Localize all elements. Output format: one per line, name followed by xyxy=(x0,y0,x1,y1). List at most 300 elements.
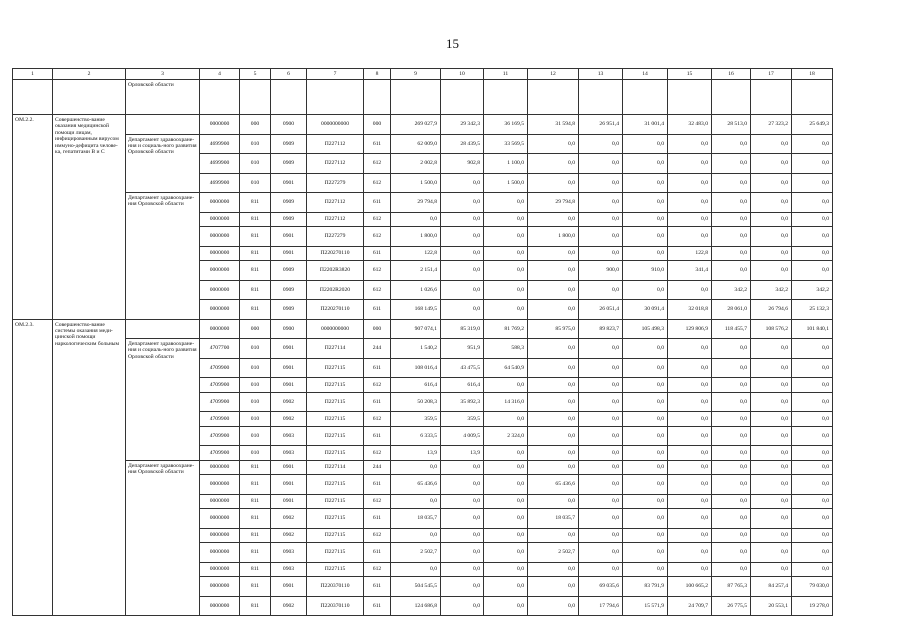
amount-cell: 0,0 xyxy=(668,446,712,461)
amount-cell: 0,0 xyxy=(792,543,833,563)
amount-cell: 0,0 xyxy=(792,475,833,495)
amount-cell: 17 794,6 xyxy=(579,596,623,616)
amount-cell: 0,0 xyxy=(484,543,528,563)
amount-cell: 0,0 xyxy=(712,173,751,193)
code-cell: 0000000 xyxy=(200,193,240,213)
amount-cell: 0,0 xyxy=(528,562,579,577)
amount-cell: 0,0 xyxy=(712,392,751,412)
amount-cell: 902,8 xyxy=(441,154,484,174)
empty-cell xyxy=(364,80,391,115)
amount-cell: 26 051,4 xyxy=(579,300,623,320)
amount-cell: 62 009,0 xyxy=(391,134,441,154)
code-cell: 0000000 xyxy=(200,212,240,227)
code-cell: 0902 xyxy=(271,412,307,427)
amount-cell: 0,0 xyxy=(712,543,751,563)
amount-cell: 0,0 xyxy=(623,212,668,227)
amount-cell: 0,0 xyxy=(528,378,579,393)
amount-cell: 0,0 xyxy=(712,358,751,378)
amount-cell: 0,0 xyxy=(528,339,579,359)
empty-cell xyxy=(307,80,364,115)
header-cell: 8 xyxy=(364,69,391,80)
amount-cell: 0,0 xyxy=(579,212,623,227)
header-cell: 9 xyxy=(391,69,441,80)
amount-cell: 0,0 xyxy=(712,378,751,393)
amount-cell: 0,0 xyxy=(528,446,579,461)
amount-cell: 0,0 xyxy=(528,528,579,543)
amount-cell: 0,0 xyxy=(579,246,623,261)
amount-cell: 13,9 xyxy=(391,446,441,461)
code-cell: 0000000 xyxy=(200,494,240,509)
amount-cell: 0,0 xyxy=(792,494,833,509)
amount-cell: 0,0 xyxy=(391,528,441,543)
amount-cell: 0,0 xyxy=(484,300,528,320)
amount-cell: 0,0 xyxy=(792,460,833,475)
budget-table xyxy=(12,68,833,616)
header-cell: 7 xyxy=(307,69,364,80)
amount-cell: 0,0 xyxy=(528,280,579,300)
empty-cell xyxy=(53,80,126,115)
code-cell: 010 xyxy=(240,134,271,154)
amount-cell: 0,0 xyxy=(751,212,792,227)
code-cell: 0901 xyxy=(271,378,307,393)
amount-cell: 0,0 xyxy=(668,475,712,495)
code-cell: 612 xyxy=(364,446,391,461)
code-cell: 612 xyxy=(364,173,391,193)
header-row xyxy=(13,69,833,80)
amount-cell: 0,0 xyxy=(441,543,484,563)
amount-cell: 28 513,0 xyxy=(712,115,751,135)
code-cell: 612 xyxy=(364,494,391,509)
code-cell: 0000000000 xyxy=(307,319,364,339)
amount-cell: 6 333,5 xyxy=(391,426,441,446)
amount-cell: 0,0 xyxy=(623,528,668,543)
code-cell: 244 xyxy=(364,460,391,475)
measure-name: Совершенство-вание системы оказания меди-цинской помощи наркологическим больным xyxy=(53,319,126,616)
code-cell: 0909 xyxy=(271,212,307,227)
amount-cell: 0,0 xyxy=(484,212,528,227)
amount-cell: 81 769,2 xyxy=(484,319,528,339)
code-cell: 0000000 xyxy=(200,528,240,543)
code-cell: П220270110 xyxy=(307,246,364,261)
code-cell: 0909 xyxy=(271,280,307,300)
amount-cell: 0,0 xyxy=(668,543,712,563)
code-cell: 010 xyxy=(240,426,271,446)
amount-cell: 0,0 xyxy=(441,300,484,320)
code-cell: 010 xyxy=(240,392,271,412)
amount-cell: 118 455,7 xyxy=(712,319,751,339)
code-cell: 0901 xyxy=(271,494,307,509)
code-cell: 0000000 xyxy=(200,577,240,597)
amount-cell: 19 278,0 xyxy=(792,596,833,616)
code-cell: 4699900 xyxy=(200,134,240,154)
amount-cell: 0,0 xyxy=(792,246,833,261)
code-cell: 244 xyxy=(364,339,391,359)
code-cell: 0000000 xyxy=(200,246,240,261)
amount-cell: 0,0 xyxy=(528,596,579,616)
amount-cell: 0,0 xyxy=(792,426,833,446)
amount-cell: 0,0 xyxy=(623,134,668,154)
code-cell: 0902 xyxy=(271,392,307,412)
amount-cell: 0,0 xyxy=(391,212,441,227)
empty-cell xyxy=(391,80,441,115)
code-cell: П2202R3820 xyxy=(307,261,364,281)
amount-cell: 0,0 xyxy=(623,339,668,359)
code-cell: 611 xyxy=(364,509,391,529)
amount-cell: 0,0 xyxy=(579,412,623,427)
code-cell: П227112 xyxy=(307,193,364,213)
header-cell: 10 xyxy=(441,69,484,80)
amount-cell: 0,0 xyxy=(441,227,484,247)
amount-cell: 0,0 xyxy=(579,339,623,359)
continuation-row xyxy=(13,80,833,115)
amount-cell: 0,0 xyxy=(751,246,792,261)
code-cell: 4709900 xyxy=(200,358,240,378)
header-cell: 15 xyxy=(668,69,712,80)
code-cell: 0000000 xyxy=(200,543,240,563)
amount-cell: 0,0 xyxy=(579,543,623,563)
amount-cell: 0,0 xyxy=(751,134,792,154)
code-cell: 010 xyxy=(240,339,271,359)
code-cell: 0000000 xyxy=(200,261,240,281)
amount-cell: 0,0 xyxy=(528,261,579,281)
amount-cell: 0,0 xyxy=(623,562,668,577)
amount-cell: 83 791,9 xyxy=(623,577,668,597)
empty-cell xyxy=(792,80,833,115)
amount-cell: 0,0 xyxy=(579,509,623,529)
code-cell: П220370110 xyxy=(307,596,364,616)
amount-cell: 1 540,2 xyxy=(391,339,441,359)
amount-cell: 0,0 xyxy=(751,261,792,281)
amount-cell: 0,0 xyxy=(528,494,579,509)
amount-cell: 0,0 xyxy=(441,460,484,475)
code-cell: П227114 xyxy=(307,460,364,475)
amount-cell: 15 571,9 xyxy=(623,596,668,616)
code-cell: 4709900 xyxy=(200,412,240,427)
amount-cell: 2 502,7 xyxy=(528,543,579,563)
code-cell: 010 xyxy=(240,378,271,393)
amount-cell: 89 823,7 xyxy=(579,319,623,339)
code-cell: 010 xyxy=(240,154,271,174)
code-cell: 0901 xyxy=(271,577,307,597)
header-cell: 13 xyxy=(579,69,623,80)
code-cell: 4699900 xyxy=(200,173,240,193)
code-cell: 0000000 xyxy=(200,319,240,339)
amount-cell: 105 498,3 xyxy=(623,319,668,339)
amount-cell: 0,0 xyxy=(792,154,833,174)
amount-cell: 0,0 xyxy=(579,378,623,393)
code-cell: 811 xyxy=(240,543,271,563)
code-cell: 0903 xyxy=(271,562,307,577)
amount-cell: 29 794,8 xyxy=(391,193,441,213)
header-cell: 5 xyxy=(240,69,271,80)
header-cell: 1 xyxy=(13,69,53,80)
amount-cell: 0,0 xyxy=(528,134,579,154)
code-cell: 612 xyxy=(364,412,391,427)
amount-cell: 43 475,5 xyxy=(441,358,484,378)
code-cell: 811 xyxy=(240,528,271,543)
code-cell: 010 xyxy=(240,358,271,378)
code-cell: 000 xyxy=(364,115,391,135)
code-cell: 0900 xyxy=(271,115,307,135)
amount-cell: 69 035,6 xyxy=(579,577,623,597)
code-cell: П220370110 xyxy=(307,577,364,597)
code-cell: 0903 xyxy=(271,446,307,461)
code-cell: 4709900 xyxy=(200,446,240,461)
table-row xyxy=(13,339,833,359)
amount-cell: 65 436,6 xyxy=(391,475,441,495)
amount-cell: 0,0 xyxy=(751,562,792,577)
amount-cell: 0,0 xyxy=(751,154,792,174)
amount-cell: 79 030,0 xyxy=(792,577,833,597)
code-cell: 0902 xyxy=(271,596,307,616)
amount-cell: 0,0 xyxy=(623,358,668,378)
code-cell: П227115 xyxy=(307,543,364,563)
amount-cell: 0,0 xyxy=(792,339,833,359)
code-cell: 612 xyxy=(364,378,391,393)
amount-cell: 100 665,2 xyxy=(668,577,712,597)
code-cell: 0901 xyxy=(271,460,307,475)
amount-cell: 0,0 xyxy=(623,246,668,261)
amount-cell: 0,0 xyxy=(484,509,528,529)
amount-cell: 0,0 xyxy=(623,446,668,461)
code-cell: 0909 xyxy=(271,193,307,213)
amount-cell: 0,0 xyxy=(484,460,528,475)
amount-cell: 25 132,3 xyxy=(792,300,833,320)
code-cell: 612 xyxy=(364,562,391,577)
amount-cell: 269 027,9 xyxy=(391,115,441,135)
amount-cell: 0,0 xyxy=(751,378,792,393)
amount-cell: 0,0 xyxy=(751,426,792,446)
amount-cell: 0,0 xyxy=(623,475,668,495)
amount-cell: 0,0 xyxy=(668,193,712,213)
code-cell: 0902 xyxy=(271,509,307,529)
code-cell: 4709900 xyxy=(200,378,240,393)
amount-cell: 359,5 xyxy=(441,412,484,427)
code-cell: 612 xyxy=(364,528,391,543)
empty-cell xyxy=(240,80,271,115)
empty-cell xyxy=(200,80,240,115)
code-cell: 4699900 xyxy=(200,154,240,174)
amount-cell: 0,0 xyxy=(751,193,792,213)
amount-cell: 588,3 xyxy=(484,339,528,359)
amount-cell: 25 649,3 xyxy=(792,115,833,135)
code-cell: 0909 xyxy=(271,154,307,174)
amount-cell: 0,0 xyxy=(528,460,579,475)
code-cell: П227114 xyxy=(307,339,364,359)
header-cell: 14 xyxy=(623,69,668,80)
amount-cell: 0,0 xyxy=(579,392,623,412)
header-cell: 6 xyxy=(271,69,307,80)
header-cell: 18 xyxy=(792,69,833,80)
code-cell: П2202R2020 xyxy=(307,280,364,300)
code-cell: 611 xyxy=(364,358,391,378)
amount-cell: 0,0 xyxy=(484,261,528,281)
amount-cell: 0,0 xyxy=(792,173,833,193)
amount-cell: 0,0 xyxy=(712,494,751,509)
amount-cell: 0,0 xyxy=(441,494,484,509)
amount-cell: 0,0 xyxy=(712,339,751,359)
amount-cell: 0,0 xyxy=(668,562,712,577)
table-body xyxy=(13,69,833,616)
amount-cell: 0,0 xyxy=(579,528,623,543)
empty-cell xyxy=(441,80,484,115)
code-cell: 0000000 xyxy=(200,227,240,247)
code-cell: 612 xyxy=(364,154,391,174)
code-cell: 611 xyxy=(364,193,391,213)
code-cell: 611 xyxy=(364,246,391,261)
code-cell: 000 xyxy=(364,319,391,339)
empty-cell xyxy=(712,80,751,115)
amount-cell: 0,0 xyxy=(668,509,712,529)
amount-cell: 0,0 xyxy=(579,562,623,577)
amount-cell: 0,0 xyxy=(623,378,668,393)
amount-cell: 50 208,3 xyxy=(391,392,441,412)
amount-cell: 0,0 xyxy=(579,193,623,213)
amount-cell: 0,0 xyxy=(484,193,528,213)
amount-cell: 0,0 xyxy=(528,246,579,261)
header-cell: 12 xyxy=(528,69,579,80)
amount-cell: 900,0 xyxy=(579,261,623,281)
amount-cell: 0,0 xyxy=(484,412,528,427)
code-cell: П227115 xyxy=(307,392,364,412)
amount-cell: 0,0 xyxy=(668,528,712,543)
code-cell: П227115 xyxy=(307,446,364,461)
code-cell: 611 xyxy=(364,577,391,597)
amount-cell: 122,8 xyxy=(668,246,712,261)
measure-code: ОМ.2.3. xyxy=(13,319,53,616)
amount-cell: 0,0 xyxy=(623,173,668,193)
amount-cell: 0,0 xyxy=(623,392,668,412)
amount-cell: 0,0 xyxy=(668,358,712,378)
amount-cell: 0,0 xyxy=(441,212,484,227)
amount-cell: 0,0 xyxy=(441,475,484,495)
amount-cell: 0,0 xyxy=(751,475,792,495)
code-cell: 0903 xyxy=(271,543,307,563)
amount-cell: 0,0 xyxy=(792,509,833,529)
code-cell: П227115 xyxy=(307,378,364,393)
amount-cell: 0,0 xyxy=(441,528,484,543)
amount-cell: 0,0 xyxy=(712,261,751,281)
amount-cell: 0,0 xyxy=(579,227,623,247)
amount-cell: 0,0 xyxy=(623,193,668,213)
amount-cell: 0,0 xyxy=(623,154,668,174)
amount-cell: 0,0 xyxy=(579,280,623,300)
amount-cell: 0,0 xyxy=(751,392,792,412)
amount-cell: 31 001,4 xyxy=(623,115,668,135)
amount-cell: 0,0 xyxy=(668,339,712,359)
amount-cell: 0,0 xyxy=(528,358,579,378)
code-cell: 0901 xyxy=(271,475,307,495)
empty-cell xyxy=(271,80,307,115)
amount-cell: 0,0 xyxy=(668,154,712,174)
code-cell: П227115 xyxy=(307,426,364,446)
amount-cell: 907 074,1 xyxy=(391,319,441,339)
amount-cell: 0,0 xyxy=(441,173,484,193)
amount-cell: 0,0 xyxy=(484,446,528,461)
amount-cell: 0,0 xyxy=(623,543,668,563)
amount-cell: 24 709,7 xyxy=(668,596,712,616)
amount-cell: 0,0 xyxy=(751,460,792,475)
code-cell: 611 xyxy=(364,596,391,616)
amount-cell: 0,0 xyxy=(792,261,833,281)
empty-cell xyxy=(13,80,53,115)
amount-cell: 33 569,5 xyxy=(484,134,528,154)
amount-cell: 2 502,7 xyxy=(391,543,441,563)
amount-cell: 0,0 xyxy=(579,134,623,154)
amount-cell: 32 483,0 xyxy=(668,115,712,135)
code-cell: 611 xyxy=(364,543,391,563)
amount-cell: 0,0 xyxy=(484,596,528,616)
amount-cell: 0,0 xyxy=(623,227,668,247)
amount-cell: 29 794,8 xyxy=(528,193,579,213)
amount-cell: 0,0 xyxy=(528,577,579,597)
amount-cell: 0,0 xyxy=(528,412,579,427)
code-cell: 0901 xyxy=(271,227,307,247)
amount-cell: 1 026,6 xyxy=(391,280,441,300)
table-row xyxy=(13,193,833,213)
amount-cell: 0,0 xyxy=(579,426,623,446)
amount-cell: 14 316,0 xyxy=(484,392,528,412)
header-cell: 3 xyxy=(126,69,200,80)
amount-cell: 0,0 xyxy=(528,426,579,446)
amount-cell: 0,0 xyxy=(712,246,751,261)
amount-cell: 1 100,0 xyxy=(484,154,528,174)
amount-cell: 0,0 xyxy=(623,426,668,446)
amount-cell: 2 002,8 xyxy=(391,154,441,174)
amount-cell: 129 806,9 xyxy=(668,319,712,339)
amount-cell: 36 169,5 xyxy=(484,115,528,135)
code-cell: 0000000 xyxy=(200,596,240,616)
code-cell: 0901 xyxy=(271,339,307,359)
amount-cell: 0,0 xyxy=(579,154,623,174)
code-cell: 4709900 xyxy=(200,426,240,446)
code-cell: 811 xyxy=(240,212,271,227)
amount-cell: 18 035,7 xyxy=(528,509,579,529)
amount-cell: 0,0 xyxy=(484,246,528,261)
code-cell: 000 xyxy=(240,115,271,135)
code-cell: 611 xyxy=(364,426,391,446)
amount-cell: 0,0 xyxy=(623,460,668,475)
table-row xyxy=(13,134,833,154)
amount-cell: 0,0 xyxy=(484,577,528,597)
code-cell: П227112 xyxy=(307,134,364,154)
amount-cell: 0,0 xyxy=(712,212,751,227)
amount-cell: 20 553,1 xyxy=(751,596,792,616)
amount-cell: 0,0 xyxy=(712,426,751,446)
amount-cell: 0,0 xyxy=(751,446,792,461)
amount-cell: 0,0 xyxy=(623,494,668,509)
code-cell: 000 xyxy=(240,319,271,339)
amount-cell: 342,2 xyxy=(792,280,833,300)
amount-cell: 0,0 xyxy=(668,378,712,393)
amount-cell: 0,0 xyxy=(441,261,484,281)
code-cell: П227112 xyxy=(307,154,364,174)
amount-cell: 35 892,3 xyxy=(441,392,484,412)
amount-cell: 0,0 xyxy=(484,562,528,577)
executor-cell: Орловской области xyxy=(126,80,200,115)
amount-cell: 0,0 xyxy=(751,412,792,427)
code-cell: 611 xyxy=(364,475,391,495)
code-cell: 612 xyxy=(364,280,391,300)
amount-cell: 0,0 xyxy=(712,475,751,495)
amount-cell: 0,0 xyxy=(712,193,751,213)
amount-cell: 0,0 xyxy=(668,412,712,427)
code-cell: П227115 xyxy=(307,562,364,577)
code-cell: П227115 xyxy=(307,475,364,495)
amount-cell: 0,0 xyxy=(668,134,712,154)
amount-cell: 0,0 xyxy=(623,280,668,300)
amount-cell: 951,9 xyxy=(441,339,484,359)
